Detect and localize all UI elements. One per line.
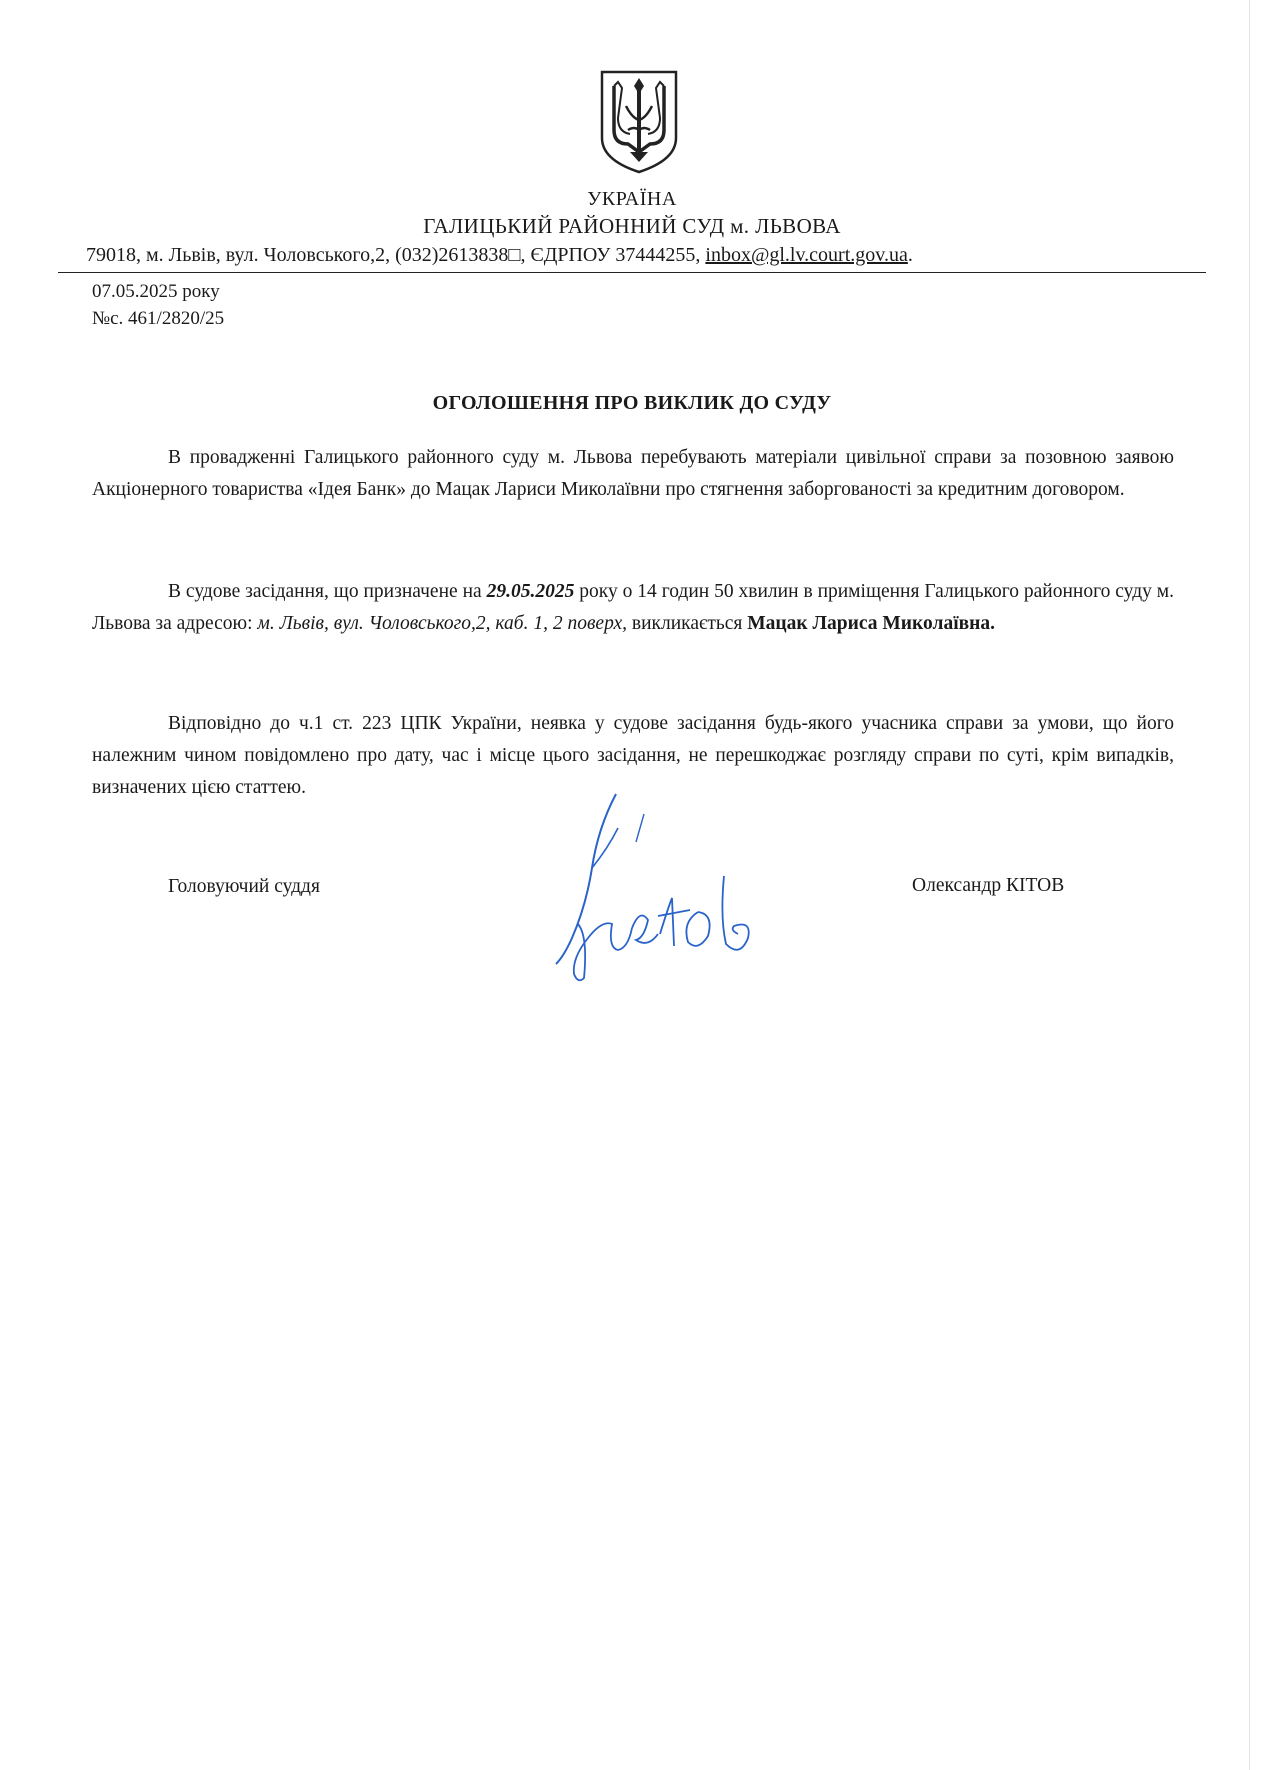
summoned-person-name: Мацак Лариса Миколаївна. [747,613,996,634]
coat-of-arms-icon [598,68,680,176]
hearing-text-2: року о 14 годин 50 хвилин в приміщення Галицького районного суду м. Львова за адресою: [92,581,1174,634]
hearing-address: м. Львів, вул. Чоловського,2, каб. 1, 2 поверх, [257,613,627,634]
header-divider [58,272,1206,273]
hearing-date: 29.05.2025 [486,581,575,602]
paragraph-legal-note: Відповідно до ч.1 ст. 223 ЦПК України, неявка у судове засідання будь-якого учасника справи за умови, що його належним чином повідомлено про дату, час і місце цього засідання, не перешкоджає розгляду справи по суті, крім випадків, визначених цією статтею. [92,713,1174,798]
document-title: ОГОЛОШЕННЯ ПРО ВИКЛИК ДО СУДУ [432,392,832,414]
hearing-text-1: В судове засідання, що призначене на [168,581,487,602]
paragraph-hearing [92,576,1174,640]
hearing-text-3: викликається [626,613,748,634]
judge-name: Олександр КІТОВ [912,875,1065,896]
paragraph-case-info: В провадженні Галицького районного суду м. Львова перебувають матеріали цивільної справи за позовною заявою Акціонерного товариства «Ідея Банк» до Мацак Лариси Миколаївни про стягнення заборгованості за кредитним договором. [92,447,1174,500]
document-date: 07.05.2025 року [92,281,220,302]
judge-role: Головуючий суддя [168,876,320,897]
court-name-heading: ГАЛИЦЬКИЙ РАЙОННИЙ СУД м. ЛЬВОВА [423,214,841,238]
case-number: №с. 461/2820/25 [92,308,225,329]
page-edge-line [1249,0,1250,1770]
court-address-line [86,244,913,267]
address-end: . [907,244,913,266]
court-email-link[interactable]: inbox@gl.lv.court.gov.ua [705,244,908,266]
handwritten-signature [548,788,808,988]
court-address: 79018, м. Львів, вул. Чоловського,2, (032)2613838□, ЄДРПОУ 37444255, [86,244,706,266]
country-heading: УКРАЇНА [587,188,677,210]
